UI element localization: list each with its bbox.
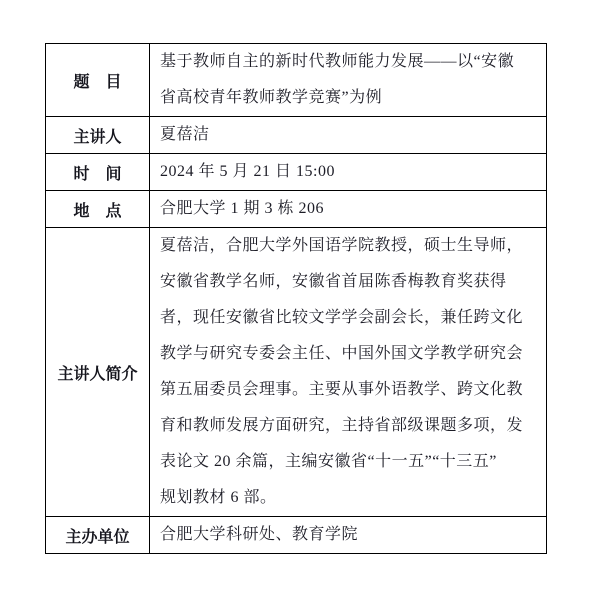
row-label-organizer: 主办单位 — [46, 517, 150, 554]
row-content-organizer — [150, 517, 547, 554]
table-row-location — [46, 191, 547, 228]
row-label-title: 题 目 — [46, 44, 150, 117]
content-line: 夏蓓洁 — [160, 126, 210, 143]
table-row-bio — [46, 228, 547, 517]
table-row-title — [46, 44, 547, 117]
content-line: 基于教师自主的新时代教师能力发展——以“安徽 — [160, 53, 515, 70]
content-line: 安徽省教学名师，安徽省首届陈香梅教育奖获得 — [160, 273, 507, 290]
content-line: 夏蓓洁，合肥大学外国语学院教授，硕士生导师， — [160, 237, 524, 254]
row-content-title — [150, 44, 547, 117]
content-line: 第五届委员会理事。主要从事外语教学、跨文化教 — [160, 381, 524, 398]
content-line: 育和教师发展方面研究，主持省部级课题多项，发 — [160, 417, 524, 434]
content-line: 合肥大学科研处、教育学院 — [160, 526, 359, 543]
lecture-info-table — [45, 43, 547, 554]
table-row-organizer — [46, 517, 547, 554]
row-label-bio: 主讲人简介 — [46, 228, 150, 517]
content-line: 教学与研究专委会主任、中国外国文学教学研究会 — [160, 345, 524, 362]
content-line: 规划教材 6 部。 — [160, 489, 277, 506]
row-label-speaker: 主讲人 — [46, 117, 150, 154]
content-line: 者，现任安徽省比较文学学会副会长，兼任跨文化 — [160, 309, 524, 326]
content-line: 2024 年 5 月 21 日 15:00 — [160, 163, 335, 180]
content-line: 表论文 20 余篇，主编安徽省“十一五”“十三五” — [160, 453, 497, 470]
row-content-speaker — [150, 117, 547, 154]
row-content-bio — [150, 228, 547, 517]
table-row-time — [46, 154, 547, 191]
table-row-speaker — [46, 117, 547, 154]
content-line: 省高校青年教师教学竞赛”为例 — [160, 89, 383, 106]
row-label-location: 地 点 — [46, 191, 150, 228]
content-line: 合肥大学 1 期 3 栋 206 — [160, 200, 325, 217]
row-label-time: 时 间 — [46, 154, 150, 191]
row-content-location — [150, 191, 547, 228]
row-content-time — [150, 154, 547, 191]
